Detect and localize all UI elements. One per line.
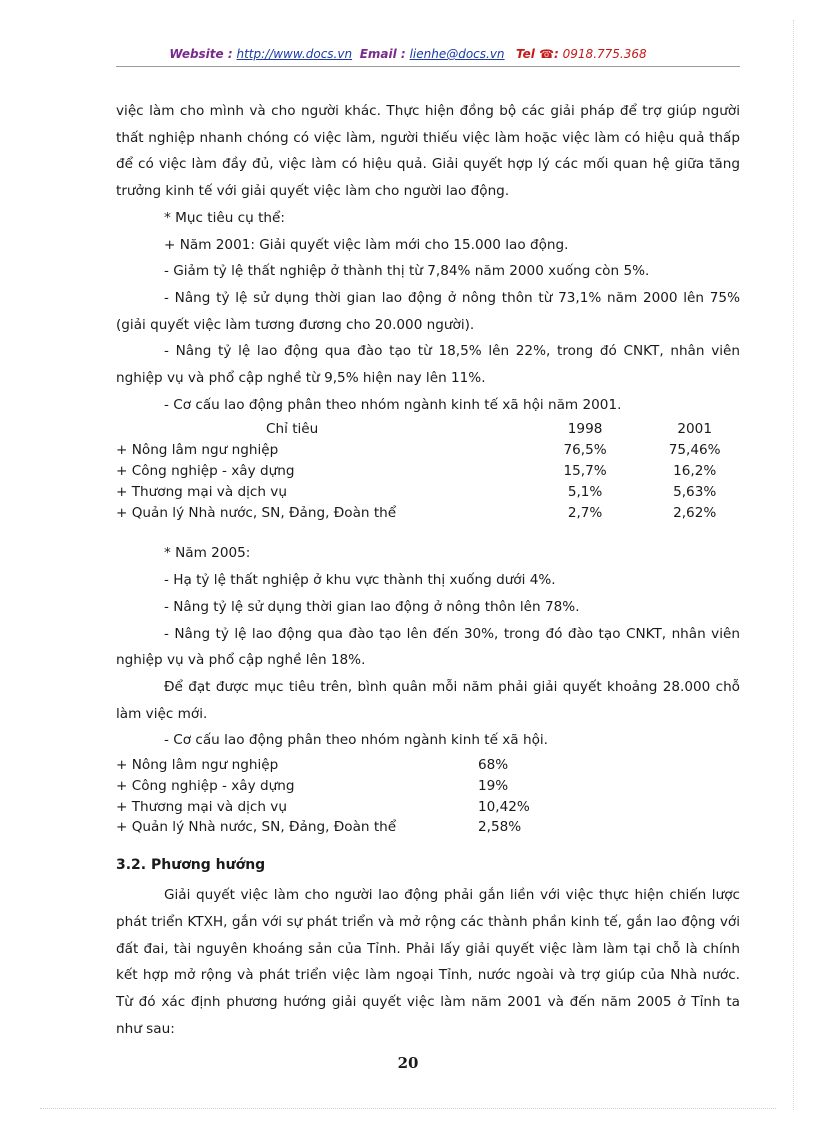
table-cell: + Quản lý Nhà nước, SN, Đảng, Đoàn thể (116, 504, 397, 521)
table-row (116, 482, 740, 503)
paragraph: - Nâng tỷ lệ lao động qua đào tạo từ 18,5% lên 22%, trong đó CNKT, nhân viên nghiệp vụ và phổ cập nghề từ 9,5% hiện nay lên 11%. (116, 343, 740, 387)
paragraph: - Nâng tỷ lệ sử dụng thời gian lao động ở nông thôn lên 78%. (164, 598, 580, 615)
page-bottom-rule (40, 1108, 776, 1109)
paragraph: - Cơ cấu lao động phân theo nhóm ngành kinh tế xã hội. (164, 732, 548, 749)
table-cell: + Thương mại và dịch vụ (116, 483, 287, 500)
document-body (116, 98, 740, 1042)
paragraph: việc làm cho mình và cho người khác. Thực hiện đồng bộ các giải pháp để trợ giúp người thất nghiệp nhanh chóng có việc làm, người thiếu việc làm hoặc việc làm có hiệu quả thấp để có việc làm đầy đủ, việc làm có hiệu quả. Giải quyết hợp lý các mối quan hệ giữa tăng trưởng kinh tế với giải quyết việc làm cho người lao động. (116, 103, 740, 200)
paragraph: + Năm 2001: Giải quyết việc làm mới cho 15.000 lao động. (164, 236, 569, 253)
page-edge-rule (793, 20, 794, 1110)
table-header-cell: Chỉ tiêu (266, 421, 319, 438)
paragraph: - Cơ cấu lao động phân theo nhóm ngành kinh tế xã hội năm 2001. (164, 396, 622, 413)
paragraph: - Nâng tỷ lệ sử dụng thời gian lao động ở nông thôn từ 73,1% năm 2000 lên 75% (giải quyết việc làm tương đương cho 20.000 người). (116, 289, 740, 333)
table-cell: 2,62% (673, 504, 717, 521)
table-cell: 2,7% (567, 504, 603, 521)
table-header-cell: 2001 (677, 421, 712, 438)
table-cell: 16,2% (673, 463, 717, 480)
paragraph: - Giảm tỷ lệ thất nghiệp ở thành thị từ 7,84% năm 2000 xuống còn 5%. (164, 263, 650, 280)
email-label: Email : (359, 47, 406, 61)
table-header-row (116, 419, 740, 440)
page-number: 20 (397, 1054, 419, 1072)
section-heading: 3.2. Phương hướng (116, 857, 266, 874)
table-cell: + Quản lý Nhà nước, SN, Đảng, Đoàn thể (116, 819, 397, 836)
paragraph: - Nâng tỷ lệ lao động qua đào tạo lên đến 30%, trong đó đào tạo CNKT, nhân viên nghiệp vụ và phổ cập nghề lên 18%. (116, 625, 740, 669)
table-cell: 76,5% (563, 442, 607, 459)
table-cell: 68% (478, 757, 509, 774)
table-header-cell: 1998 (567, 421, 603, 438)
labor-structure-table-2001 (116, 419, 740, 523)
subsection-label: * Năm 2005: (164, 545, 251, 562)
table-row (116, 440, 740, 461)
table-row (116, 503, 740, 524)
table-cell: 15,7% (563, 463, 607, 480)
page-header (0, 47, 816, 61)
website-link[interactable]: http://www.docs.vn (236, 47, 353, 61)
paragraph: Để đạt được mục tiêu trên, bình quân mỗi năm phải giải quyết khoảng 28.000 chỗ làm việc mới. (116, 678, 740, 722)
table-row (116, 776, 740, 797)
table-cell: + Nông lâm ngư nghiệp (116, 757, 279, 774)
table-cell: 5,1% (567, 483, 603, 500)
table-row (116, 461, 740, 482)
table-cell: 75,46% (668, 442, 721, 459)
table-row (116, 817, 740, 838)
table-cell: 2,58% (478, 819, 522, 836)
phone-number: 0918.775.368 (562, 47, 647, 61)
email-link[interactable]: lienhe@docs.vn (409, 47, 505, 61)
table-cell: + Công nghiệp - xây dựng (116, 777, 295, 794)
paragraph: Giải quyết việc làm cho người lao động phải gắn liền với việc thực hiện chiến lược phát triển KTXH, gắn với sự phát triển và mở rộng các thành phần kinh tế, gắn lao động với đất đai, tài nguyên khoáng sản của Tỉnh. Phải lấy giải quyết việc làm làm tại chỗ là chính kết hợp mở rộng và phát triển việc làm ngoại Tỉnh, nước ngoài và trợ giúp của Nhà nước. Từ đó xác định phương hướng giải quyết việc làm năm 2001 và đến năm 2005 ở Tỉnh ta như sau: (116, 887, 740, 1037)
website-label: Website : (169, 47, 233, 61)
table-cell: 5,63% (673, 483, 717, 500)
table-cell: 19% (478, 777, 509, 794)
labor-structure-table-2005 (116, 755, 740, 838)
table-row (116, 797, 740, 818)
subsection-label: * Mục tiêu cụ thể: (164, 209, 285, 226)
table-cell: + Thương mại và dịch vụ (116, 798, 287, 815)
phone-label: Tel ☎: (516, 47, 559, 61)
paragraph: - Hạ tỷ lệ thất nghiệp ở khu vực thành thị xuống dưới 4%. (164, 572, 556, 589)
header-divider (116, 66, 740, 67)
table-cell: + Nông lâm ngư nghiệp (116, 442, 279, 459)
table-cell: 10,42% (478, 798, 530, 815)
table-cell: + Công nghiệp - xây dựng (116, 463, 295, 480)
table-row (116, 755, 740, 776)
